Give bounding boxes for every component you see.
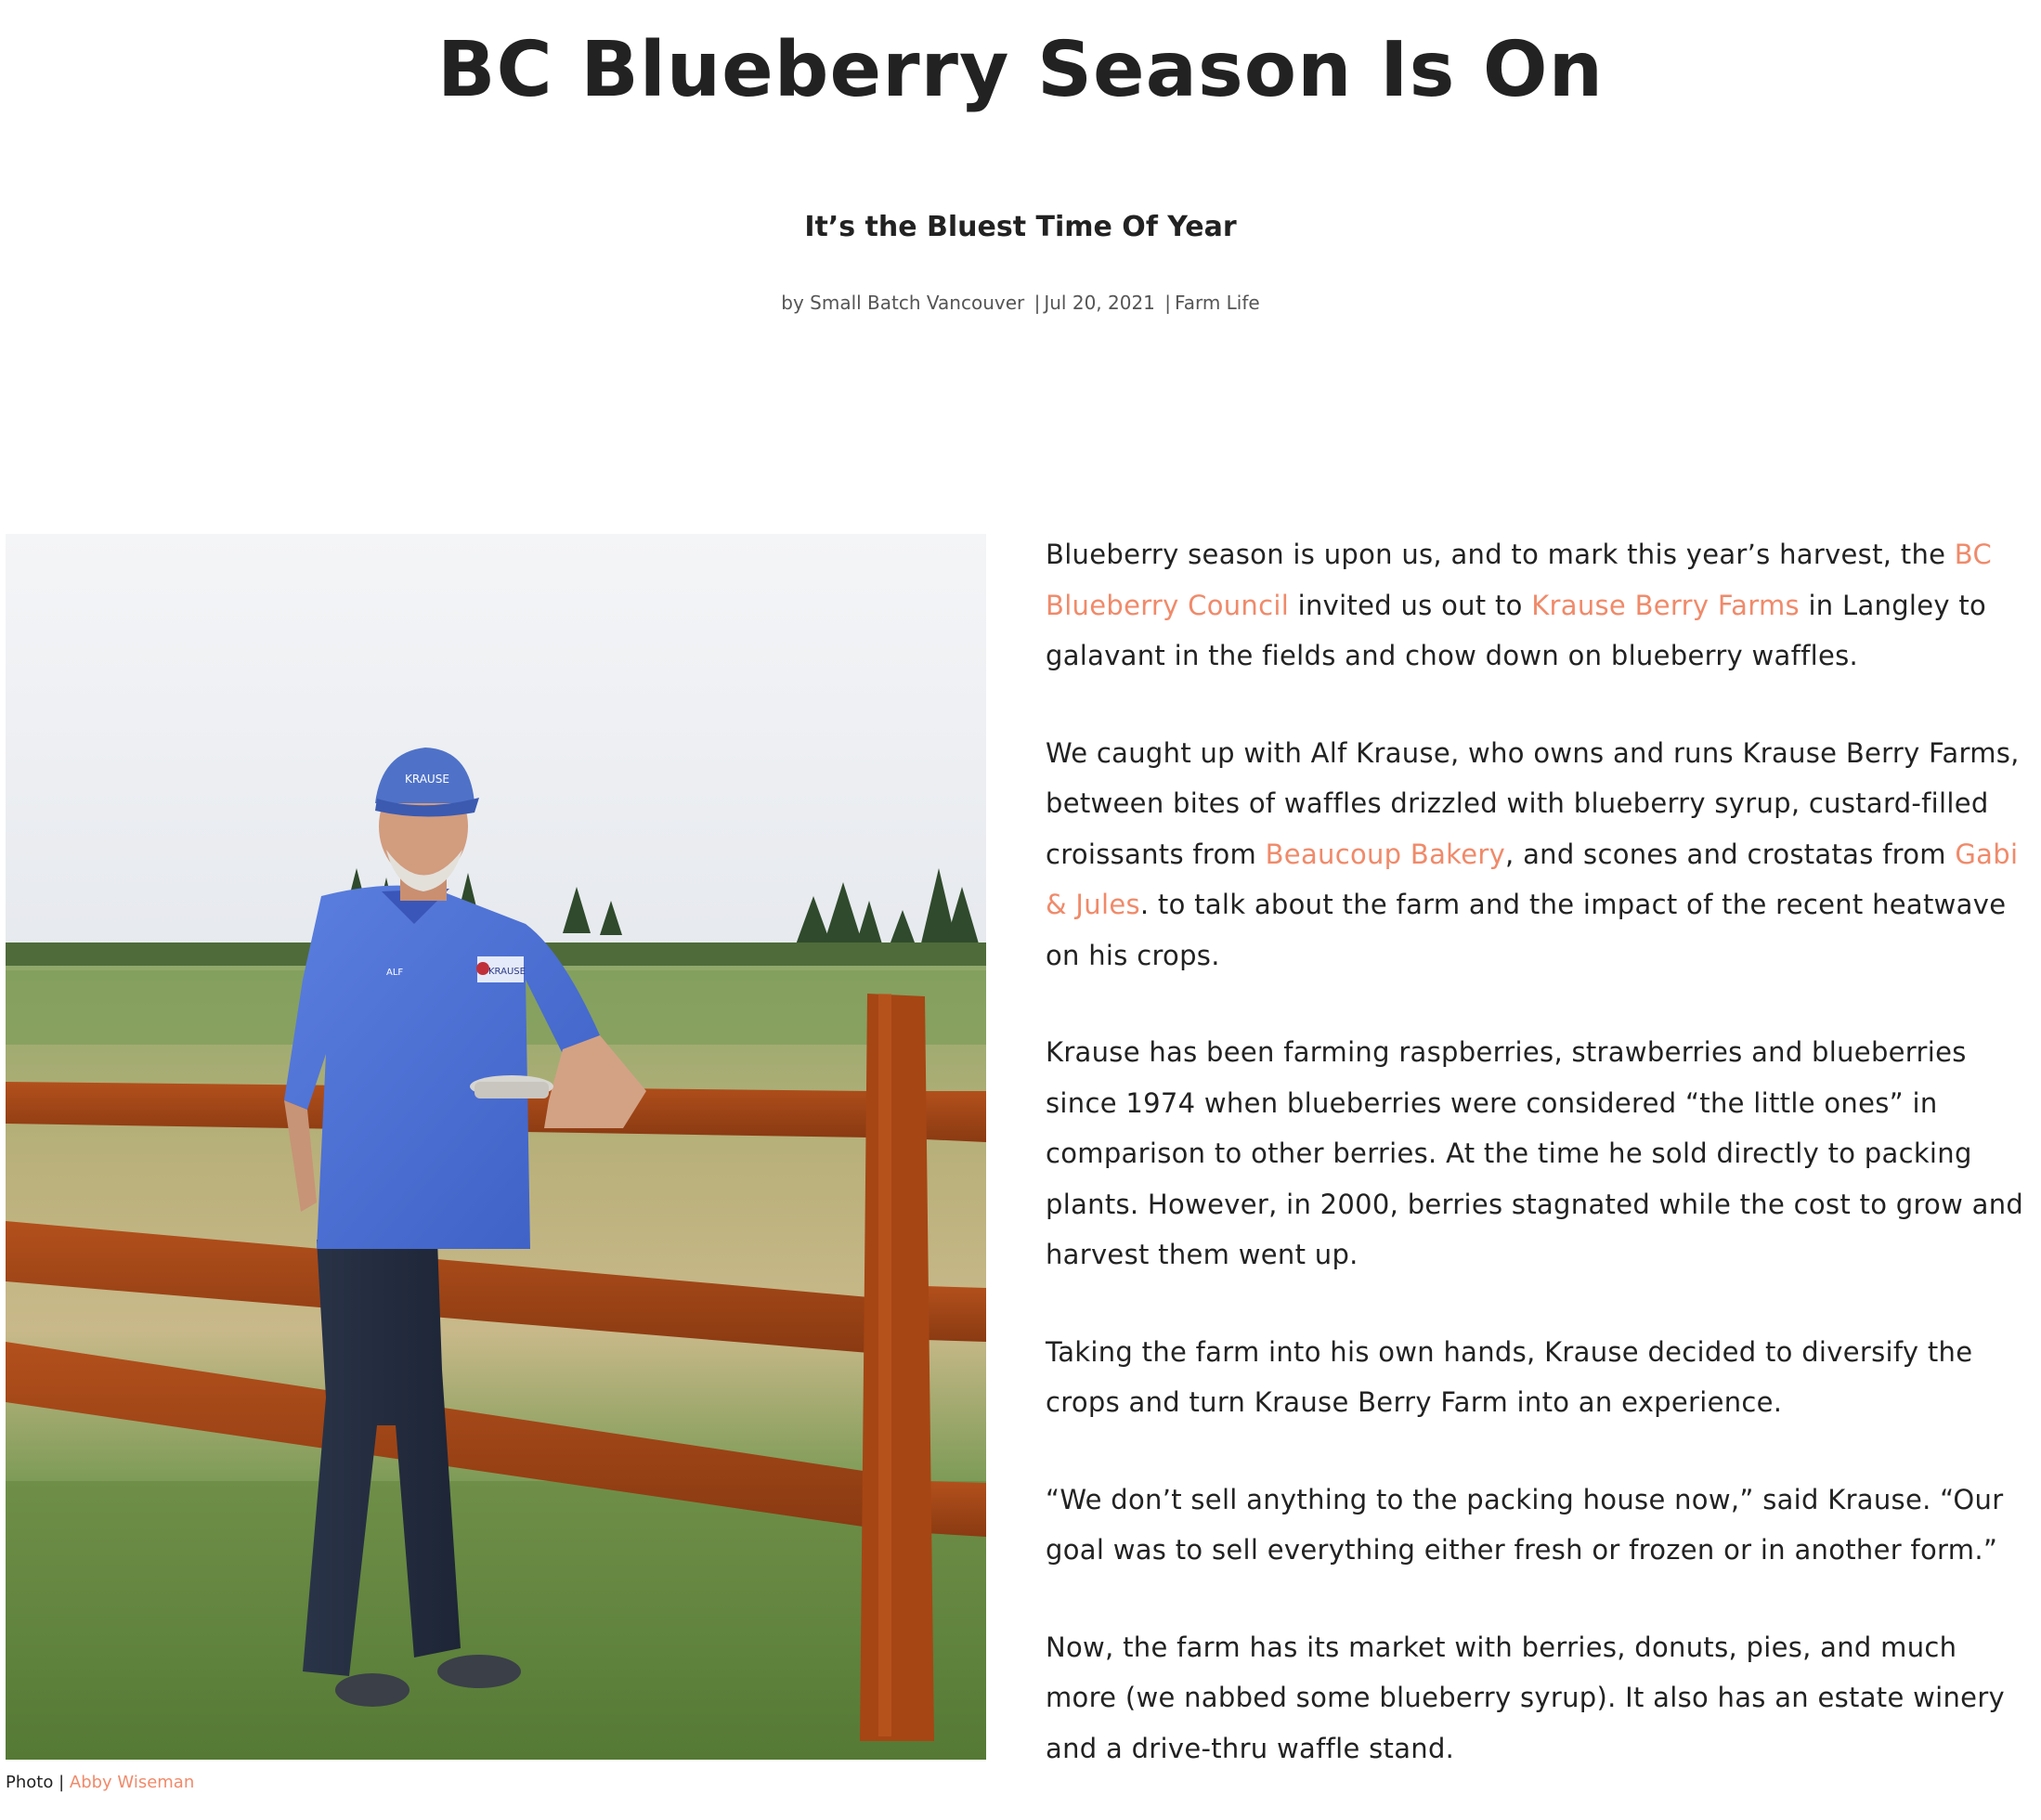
paragraph-text: . to talk about the farm and the impact of the recent heatwave on his crops.: [1046, 889, 2007, 971]
photo-credit-link[interactable]: Abby Wiseman: [69, 1773, 195, 1792]
gabi-and-jules-link[interactable]: Gabi & Jules: [1046, 838, 2019, 920]
shirt-logo-text: KRAUSE: [488, 967, 526, 977]
article-title: BC Blueberry Season Is On: [436, 26, 1605, 114]
paragraph-text: , and scones and crostatas from: [1505, 838, 1956, 870]
article-paragraph-1: [1046, 529, 2030, 682]
paragraph-text: in Langley to galavant in the fields and chow down on blueberry waffles.: [1046, 589, 1987, 671]
author-link[interactable]: Small Batch Vancouver: [810, 292, 1025, 314]
meta-separator: |: [1034, 292, 1041, 314]
paragraph-text: We caught up with Alf Krause, who owns and runs Krause Berry Farms, between bites of waffles drizzled with blueberry syrup, custard-filled croissants from: [1046, 736, 2020, 870]
meta-separator: |: [1164, 292, 1172, 314]
post-date: Jul 20, 2021: [1044, 292, 1155, 314]
article-body: [1046, 529, 2030, 1820]
cap-logo-text: KRAUSE: [405, 773, 449, 786]
category-link[interactable]: Farm Life: [1175, 292, 1260, 314]
byline-prefix: by: [781, 292, 804, 314]
shirt-name-text: ALF: [386, 968, 404, 978]
post-meta: [0, 290, 2041, 316]
photo-caption: [6, 1772, 194, 1794]
krause-berry-farms-link[interactable]: Krause Berry Farms: [1531, 589, 1800, 621]
farmer-photo: [6, 534, 986, 1760]
paragraph-text: Blueberry season is upon us, and to mark this year’s harvest, the: [1046, 539, 1955, 570]
article-paragraph-3: Krause has been farming raspberries, strawberries and blueberries since 1974 when blueberries were considered “the little ones” in comparison to other berries. At the time he sold directly to packing plants. However, in 2000, berries stagnated while the cost to grow and harvest them went up.: [1046, 1036, 2024, 1270]
article-paragraph-2: [1046, 728, 2030, 982]
bc-blueberry-council-link[interactable]: BC Blueberry Council: [1046, 539, 1993, 621]
article-paragraph-4: Taking the farm into his own hands, Krause decided to diversify the crops and turn Krause Berry Farm into an experience.: [1046, 1335, 1973, 1418]
article-subtitle: It’s the Bluest Time Of Year: [804, 211, 1237, 243]
article-paragraph-5: “We don’t sell anything to the packing house now,” said Krause. “Our goal was to sell everything either fresh or frozen or in another form.”: [1046, 1483, 2004, 1566]
paragraph-text: invited us out to: [1289, 589, 1532, 621]
beaucoup-bakery-link[interactable]: Beaucoup Bakery: [1265, 838, 1506, 870]
article-paragraph-6: Now, the farm has its market with berries, donuts, pies, and much more (we nabbed some blueberry syrup). It also has an estate winery and a drive-thru waffle stand.: [1046, 1631, 2006, 1764]
caption-prefix: Photo |: [6, 1773, 65, 1792]
